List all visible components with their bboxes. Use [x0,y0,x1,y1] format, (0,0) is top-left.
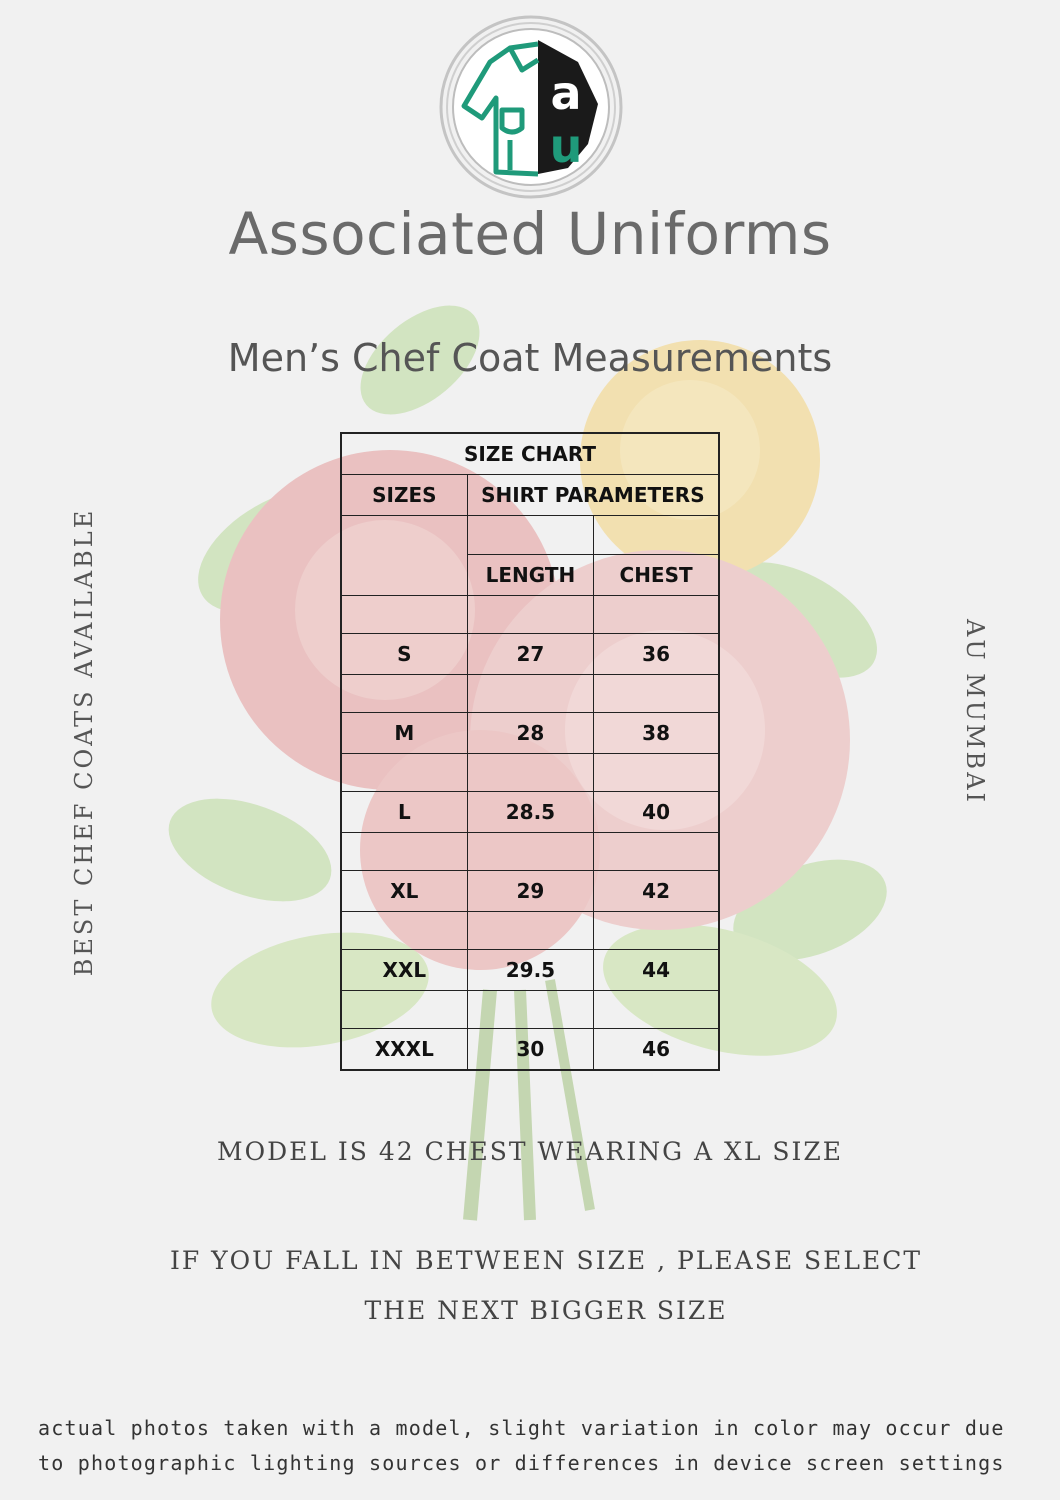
empty-cell [594,912,719,950]
associated-uniforms-logo [438,14,624,200]
size-cell: L [341,792,467,833]
col-header-shirt-parameters: SHIRT PARAMETERS [467,475,719,516]
chest-cell: 44 [594,950,719,991]
empty-cell [341,833,467,871]
size-cell: S [341,634,467,675]
empty-cell [467,912,594,950]
table-row [341,713,719,754]
spacer-row [341,675,719,713]
length-cell: 29 [467,871,594,912]
spacer-row [341,833,719,871]
size-cell: XL [341,871,467,912]
empty-cell [341,912,467,950]
empty-cell [341,596,467,634]
length-cell: 27 [467,634,594,675]
table-row [341,792,719,833]
length-cell: 30 [467,1029,594,1071]
between-size-note [0,1236,1060,1336]
size-chart-header-row [341,475,719,516]
chest-cell: 38 [594,713,719,754]
spacer-row [341,596,719,634]
between-size-note-line1: IF YOU FALL IN BETWEEN SIZE , PLEASE SELECT [169,1246,923,1275]
between-size-note-line2: THE NEXT BIGGER SIZE [364,1296,728,1325]
chest-cell: 46 [594,1029,719,1071]
col-header-sizes: SIZES [341,475,467,516]
spacer-row [341,991,719,1029]
empty-cell [594,596,719,634]
model-size-note: MODEL IS 42 CHEST WEARING A XL SIZE [216,1137,844,1166]
empty-cell [467,833,594,871]
col-header-chest: CHEST [594,555,719,596]
size-cell: XXL [341,950,467,991]
empty-cell [341,991,467,1029]
brand-name: Associated Uniforms [228,200,832,268]
table-row [341,634,719,675]
blank-row [341,516,719,555]
spacer-row [341,912,719,950]
chest-cell: 40 [594,792,719,833]
side-tagline-left: BEST CHEF COATS AVAILABLE [70,507,98,977]
length-cell: 28.5 [467,792,594,833]
chest-cell: 36 [594,634,719,675]
length-cell: 29.5 [467,950,594,991]
col-header-length: LENGTH [467,555,594,596]
empty-cell [341,754,467,792]
empty-cell [467,675,594,713]
empty-cell [594,675,719,713]
empty-cell [594,754,719,792]
empty-cell [467,754,594,792]
size-cell: XXXL [341,1029,467,1071]
size-cell: M [341,713,467,754]
empty-cell [467,991,594,1029]
svg-text:a: a [550,66,582,120]
page-subtitle: Men’s Chef Coat Measurements [227,336,833,380]
svg-text:u: u [549,119,583,173]
length-cell: 28 [467,713,594,754]
empty-cell [341,675,467,713]
disclaimer-line1: actual photos taken with a model, slight variation in color may occur due [38,1416,1005,1440]
spacer-row [341,754,719,792]
empty-cell [594,516,719,555]
empty-cell [594,833,719,871]
table-row [341,950,719,991]
empty-cell [467,516,594,555]
size-chart-title: SIZE CHART [341,433,719,475]
size-chart-title-row [341,433,719,475]
empty-cell [594,991,719,1029]
size-chart-table [340,432,720,1071]
empty-cell [341,516,467,596]
table-row [341,1029,719,1071]
photo-disclaimer [38,1411,1028,1481]
side-tagline-right: AU MUMBAI [961,618,989,806]
empty-cell [467,596,594,634]
chest-cell: 42 [594,871,719,912]
table-row [341,871,719,912]
disclaimer-line2: to photographic lighting sources or differences in device screen settings [38,1451,1005,1475]
